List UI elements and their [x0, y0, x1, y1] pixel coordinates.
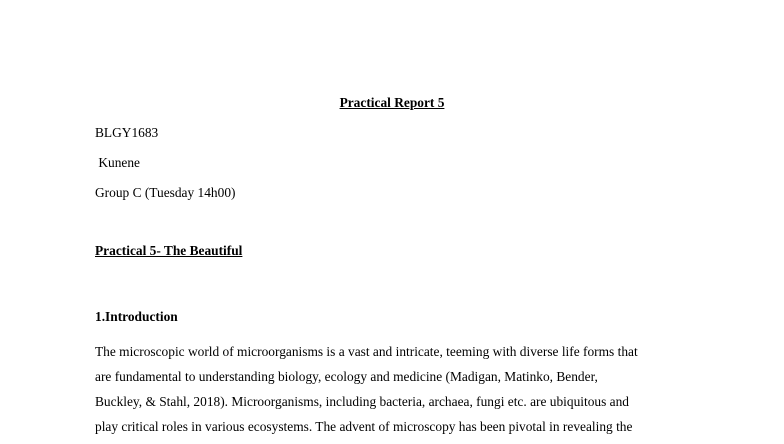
course-code: BLGY1683 — [95, 125, 159, 140]
report-title: Practical Report 5 — [339, 95, 445, 110]
section-heading-introduction: 1.Introduction — [95, 309, 178, 324]
practical-heading: Practical 5- The Beautiful — [95, 243, 243, 258]
introduction-paragraph — [95, 344, 695, 444]
paragraph-line: play critical roles in various ecosystems. The advent of microscopy has been pivotal in revealing the — [95, 419, 633, 434]
paragraph-line: Buckley, & Stahl, 2018). Microorganisms, including bacteria, archaea, fungi etc. are ubiquitous and — [95, 394, 629, 409]
group-info: Group C (Tuesday 14h00) — [95, 185, 236, 200]
paragraph-line: The microscopic world of microorganisms is a vast and intricate, teeming with diverse life forms that — [95, 344, 638, 359]
paragraph-line: are fundamental to understanding biology, ecology and medicine (Madigan, Matinko, Bender, — [95, 369, 598, 384]
student-name: Kunene — [95, 155, 140, 170]
